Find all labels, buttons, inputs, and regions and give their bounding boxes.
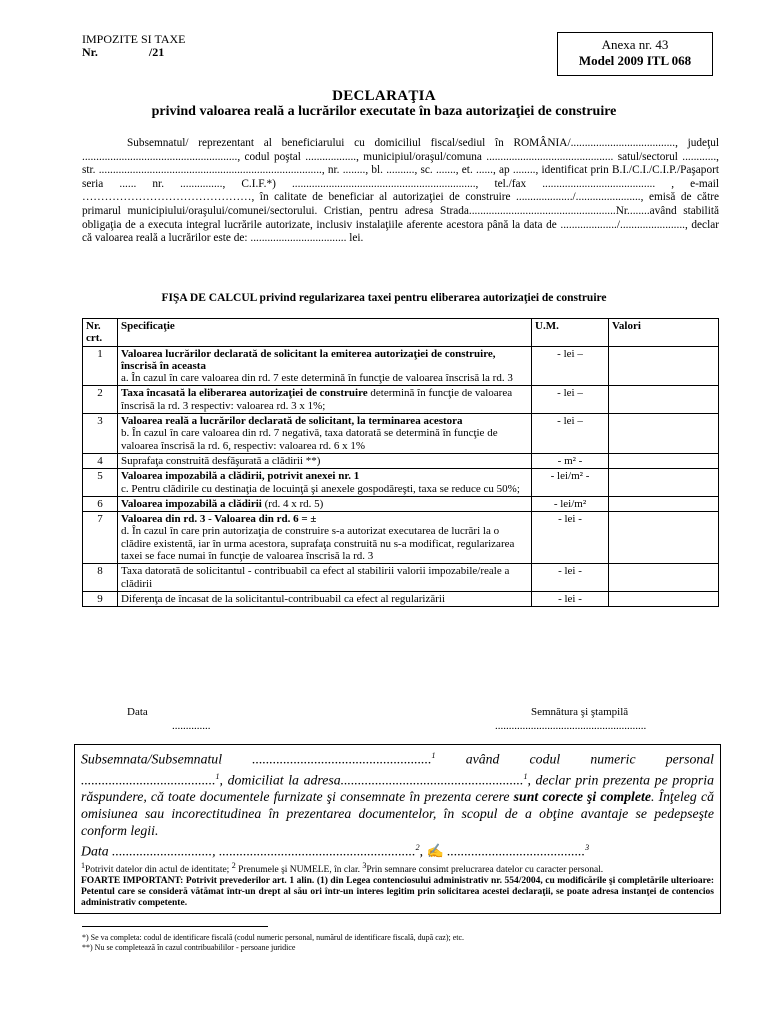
important-notice: FOARTE IMPORTANT: Potrivit prevederilor art. 1 alin. (1) din Legea contenciosului administrativ nr. 554/2004, cu modificările şi completările ulterioare: Petentul care se consideră vătămat într-un drept al său ori într-un interes legitim prin solicitarea acestei declaraţii, se poate adresa instanţei de contencios administrativ competente. <box>81 875 714 908</box>
header-nr: Nr. crt. <box>83 319 118 347</box>
row-specification <box>118 591 532 606</box>
spec-bold: Valoarea lucrărilor declarată de solicitant la emiterea autorizaţiei de construire, înscrisă în aceasta <box>121 347 496 372</box>
spec-text: (rd. 4 x rd. 5) <box>261 497 324 510</box>
annex-number: Anexa nr. 43 <box>601 37 669 52</box>
row-value-field[interactable] <box>609 386 719 414</box>
spec-text: Diferenţa de încasat de la solicitantul-contribuabil ca efect al regularizării <box>121 592 446 605</box>
note-1: Potrivit datelor din actul de identitate; <box>85 864 232 875</box>
spec-bold: Valoarea reală a lucrărilor declarată de solicitant, la terminarea acestora <box>121 415 463 428</box>
row-specification <box>118 496 532 511</box>
header-left <box>82 33 185 59</box>
row-specification <box>118 469 532 497</box>
row-unit: - lei – <box>532 386 609 414</box>
spec-bold: Valoarea din rd. 3 - Valoarea din rd. 6 = ± <box>121 513 317 526</box>
signature-label: Semnătura şi ştampilă <box>531 706 629 718</box>
date-label: Data <box>127 706 148 718</box>
document-title: DECLARAŢIA <box>332 88 436 104</box>
table-header-row <box>83 319 719 347</box>
header-spec: Specificaţie <box>118 319 532 347</box>
row-unit: - lei - <box>532 591 609 606</box>
header-um: U.M. <box>532 319 609 347</box>
note-3: Prin semnare consimt prelucrarea datelor cu caracter personal. <box>366 864 604 875</box>
spec-text: Suprafaţa construită desfăşurată a clădirii **) <box>121 454 321 467</box>
row-specification <box>118 414 532 454</box>
spec-text: b. În cazul în care valoarea din rd. 7 negativă, taxa datorată se determină în funcţie de valoarea înscrisă la rd. 6, respectiv: valoarea rd. 6 x 1% <box>121 427 498 452</box>
table-row <box>83 346 719 386</box>
row-number: 7 <box>83 512 118 564</box>
row-specification <box>118 564 532 592</box>
header-values: Valori <box>609 319 719 347</box>
spec-text: c. Pentru clădirile cu destinaţia de locuinţă şi anexele gospodăreşti, taxa se reduce cu 50%; <box>121 482 520 495</box>
row-value-field[interactable] <box>609 512 719 564</box>
spec-text: Taxa datorată de solicitantul - contribuabil ca efect al stabilirii valorii impozabile/reale a clădirii <box>121 565 510 590</box>
declarant-name: Subsemnata/Subsemnatul .................................................... <box>81 751 432 767</box>
table-row <box>83 591 719 606</box>
declaration-statement: , declar prin prezenta pe propria răspundere, că toate documentele furnizate şi consemnate în prezenta cerere <box>81 772 714 805</box>
row-value-field[interactable] <box>609 346 719 386</box>
row-value-field[interactable] <box>609 591 719 606</box>
spec-text: d. În cazul în care prin autorizaţia de construire s-a autorizat executarea de lucrări la o clădire existentă, iar în urma acestora, suprafaţa construită nu s-a modificat, regularizarea taxei se face numai în funcţie de valoarea înscrisă la rd. 3 <box>121 525 515 563</box>
footnote-separator <box>82 926 268 927</box>
address-field: , domiciliat la adresa..................................................... <box>219 772 524 788</box>
row-unit: - m² - <box>532 453 609 468</box>
row-value-field[interactable] <box>609 469 719 497</box>
declaration-text: Subsemnata/Subsemnatul ....................................................$^1$ având codul numeric personal .......................................$^1$, domiciliat la adresa.....................................................$^1$, declar prin prezenta pe propria răspundere, că toate documentele furnizate şi consemnate în prezenta cerere sunt corecte şi complete. Înţeleg că omisiunea sau incorectitudinea în prezentarea documentelor, în scopul de a obţine avantaje se pedepseşte conform legii. Data ............................., .........................................................$^2$, ✍ ........................................$^3$ <box>81 751 715 859</box>
spec-bold: Valoarea impozabilă a clădirii, potrivit anexei nr. 1 <box>121 470 360 483</box>
row-number: 1 <box>83 346 118 386</box>
department-label: IMPOZITE SI TAXE <box>82 32 186 46</box>
spec-text: determină în funcţie de valoarea înscrisă la rd. 3 respectiv: valoarea rd. 3 x 1%; <box>121 387 513 412</box>
row-number: 6 <box>83 496 118 511</box>
declaration-warning: . Înţeleg că omisiunea sau incorectitudinea în prezentarea documentelor, în scopul de a obţine avantaje se pedepseşte conform legii. <box>81 789 714 839</box>
model-code: Model 2009 ITL 068 <box>578 53 692 68</box>
row-number: 9 <box>83 591 118 606</box>
table-row <box>83 496 719 511</box>
row-number: 4 <box>83 453 118 468</box>
row-value-field[interactable] <box>609 453 719 468</box>
table-row <box>83 414 719 454</box>
declaration-notes: $^1$Potrivit datelor din actul de identitate; $^2$ Prenumele şi NUMELE, în clar. $^3$Prin semnare consimt prelucrarea datelor cu caracter personal. <box>81 860 604 875</box>
calc-sheet-title: FIŞA DE CALCUL privind regularizarea taxei pentru eliberarea autorizaţiei de construire <box>161 292 607 304</box>
row-specification <box>118 453 532 468</box>
table-row <box>83 386 719 414</box>
row-specification <box>118 386 532 414</box>
declaration-date: Data ............................., ......................................................... <box>81 843 416 859</box>
cnp-field: având codul numeric personal ....................................... <box>81 751 715 788</box>
table-row <box>83 564 719 592</box>
note-2: Prenumele şi NUMELE, în clar. <box>235 864 363 875</box>
calc-table <box>82 318 719 607</box>
row-number: 3 <box>83 414 118 454</box>
row-unit: - lei – <box>532 346 609 386</box>
document-subtitle: privind valoarea reală a lucrărilor executate în baza autorizaţiei de construire <box>151 104 617 119</box>
row-specification <box>118 512 532 564</box>
table-row <box>83 453 719 468</box>
row-unit: - lei – <box>532 414 609 454</box>
spec-bold: Valoarea impozabilă a clădirii <box>121 497 262 510</box>
signature-field[interactable]: ....................................................... <box>495 720 647 732</box>
row-number: 2 <box>83 386 118 414</box>
spec-text: a. În cazul în care valoarea din rd. 7 este determină în funcţie de valoarea înscrisă la rd. 3 <box>121 372 513 385</box>
declaration-box <box>74 744 721 914</box>
row-unit: - lei/m² - <box>532 469 609 497</box>
registration-number: Nr. /21 <box>82 45 165 59</box>
row-value-field[interactable] <box>609 564 719 592</box>
footnote-2: **) Nu se completează în cazul contribuabililor - persoane juridice <box>82 943 296 952</box>
row-number: 8 <box>83 564 118 592</box>
declaration-signature: ........................................ <box>447 843 586 859</box>
date-field[interactable]: .............. <box>172 720 211 732</box>
table-row <box>83 469 719 497</box>
spec-bold: Taxa încasată la eliberarea autorizaţiei de construire <box>121 387 368 400</box>
annex-box <box>557 32 713 76</box>
row-specification <box>118 346 532 386</box>
pen-icon: , ✍ <box>419 843 448 859</box>
row-value-field[interactable] <box>609 496 719 511</box>
intro-paragraph <box>82 137 719 246</box>
footnote-1: *) Se va completa: codul de identificare fiscală (codul numeric personal, numărul de identificare fiscală, după caz); etc. <box>82 933 465 942</box>
row-unit: - lei/m² <box>532 496 609 511</box>
row-value-field[interactable] <box>609 414 719 454</box>
row-unit: - lei - <box>532 512 609 564</box>
row-number: 5 <box>83 469 118 497</box>
intro-text: Subsemnatul/ reprezentant al beneficiarului cu domiciliul fiscal/sediul în ROMÂNIA/....................................., judeţul ......................................................., codul poştal .................., municipiul/oraşul/comuna ............................................. satul/sectorul ............, str. ..............................................................................., nr. ........, bl. .........., sc. ......., et. ......, ap ........, identificat prin B.I./C.I./C.I.P./Paşaport seria ...... nr. ..............., C.I.F.*) ................................................................., tel./fax ........................................ , e-mail ………………………………………, în calitate de beneficiar al autorizaţiei de construire ..................../......................., emisă de către primarul municipiului/oraşului/comunei/sectorului. Cristian, pentru adresa Strada....................................................Nr........având stabilită obligaţia de a executa integral lucrările autorizate, inclusiv instalaţiile aferente acestora până la data de ..................../......................., declar că valoarea reală a lucrărilor este de: .................................. lei. <box>82 137 719 245</box>
row-unit: - lei - <box>532 564 609 592</box>
declaration-bold: sunt corecte şi complete <box>513 789 651 805</box>
table-row <box>83 512 719 564</box>
